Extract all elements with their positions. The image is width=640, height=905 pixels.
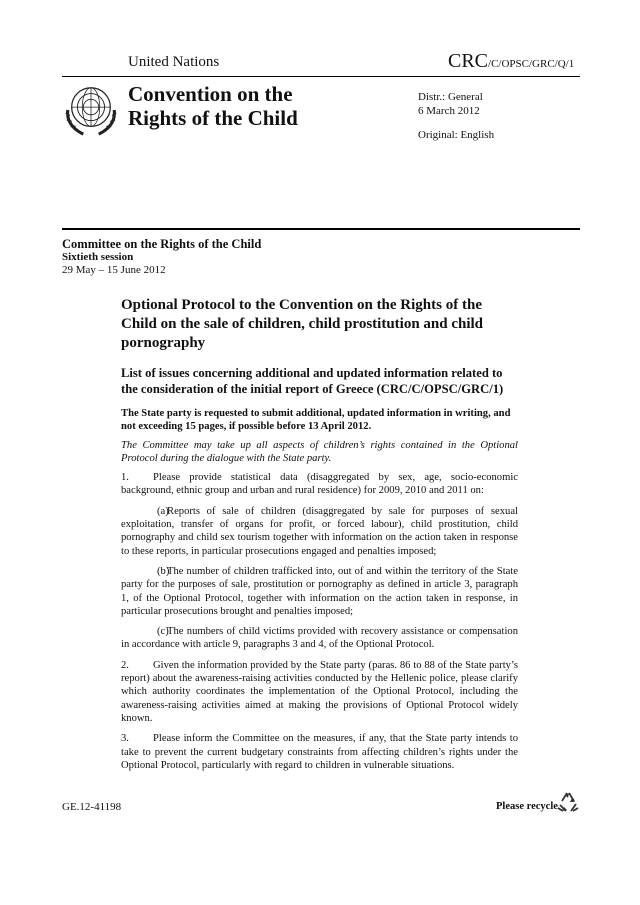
title-line-2: Rights of the Child: [128, 106, 298, 130]
paragraph-3: [121, 732, 518, 772]
main-heading: Optional Protocol to the Convention on the Rights of the Child on the sale of children, child prostitution and child pornography: [121, 297, 484, 351]
paragraph-number: 1.: [121, 472, 129, 484]
symbol-rest: /C/OPSC/GRC/Q/1: [488, 58, 575, 70]
session-name: Sixtieth session: [62, 251, 134, 263]
subparagraph-text: The number of children trafficked into, out of and within the territory of the State party for the purposes of sale, prostitution or pornography as defined in article 3, paragraph 1, of the Optional Protocol, together with information on the action taken in response, in particular prosecutions brought and penalties imposed;: [121, 565, 518, 617]
subparagraph-number: (a): [157, 505, 169, 517]
un-emblem-icon: [62, 81, 120, 139]
paragraph-number: 2.: [121, 659, 129, 671]
header-rule: [62, 76, 580, 77]
document-body: [121, 296, 518, 779]
committee-block: [62, 238, 261, 277]
request-note: The State party is requested to submit additional, updated information in writing, and not exceeding 15 pages, if possible before 13 April 2012.: [121, 408, 511, 433]
paragraph-text: Please provide statistical data (disaggregated by sex, age, socio-economic background, ethnic group and urban and rural residence) for 2009, 2010 and 2011 on:: [121, 472, 518, 497]
paragraph-text: Given the information provided by the State party (paras. 86 to 88 of the State party’s report) about the awareness-raising activities conducted by the Hellenic police, please clarify which authority coordinates the implementation of the Optional Protocol, including the awareness-raising activities aimed at making the provisions of Optional Protocol widely known.: [121, 659, 518, 724]
symbol-main: CRC: [448, 50, 489, 72]
subparagraph-text: Reports of sale of children (disaggregated by sale for purposes of sexual exploitation, transfer of organs for profit, or forced labour), child prostitution, child pornography and child sex tourism together with information on the action taken in response to these reports, in particular prosecutions engaged and penalties imposed;: [121, 505, 518, 557]
paragraph-1: [121, 471, 518, 498]
title-line-1: Convention on the: [128, 82, 293, 106]
subparagraph-a: [121, 505, 518, 558]
issue-date: 6 March 2012: [418, 105, 480, 117]
document-code: GE.12-41198: [62, 801, 122, 813]
subparagraph-number: (c): [157, 626, 169, 638]
organization-name: United Nations: [128, 54, 220, 70]
recycle-icon: [556, 790, 582, 814]
original-language: Original: English: [418, 129, 495, 141]
subparagraph-b: [121, 565, 518, 618]
sub-heading: List of issues concerning additional and updated information related to the consideration of the initial report of Greece (CRC/C/OPSC/GRC/1): [121, 366, 504, 396]
document-title: [128, 82, 298, 130]
distribution-info: [418, 90, 483, 118]
recycle-label: Please recycle: [496, 801, 558, 812]
distribution: Distr.: General: [418, 91, 483, 103]
session-dates: 29 May – 15 June 2012: [62, 264, 166, 276]
document-symbol: [448, 50, 574, 73]
subparagraph-number: (b): [157, 565, 170, 577]
subparagraph-text: The numbers of child victims provided with recovery assistance or compensation in accordance with article 9, paragraphs 3 and 4, of the Optional Protocol.: [121, 626, 518, 651]
intro-note: The Committee may take up all aspects of children’s rights contained in the Optional Protocol during the dialogue with the State party.: [121, 439, 518, 464]
subparagraph-c: [121, 625, 518, 652]
paragraph-number: 3.: [121, 733, 129, 745]
committee-name: Committee on the Rights of the Child: [62, 237, 262, 251]
section-rule: [62, 228, 580, 230]
paragraph-2: [121, 659, 518, 725]
paragraph-text: Please inform the Committee on the measures, if any, that the State party intends to take to prevent the current budgetary constraints from affecting children’s rights under the Optional Protocol, particularly with regard to children in vulnerable situations.: [121, 733, 518, 771]
